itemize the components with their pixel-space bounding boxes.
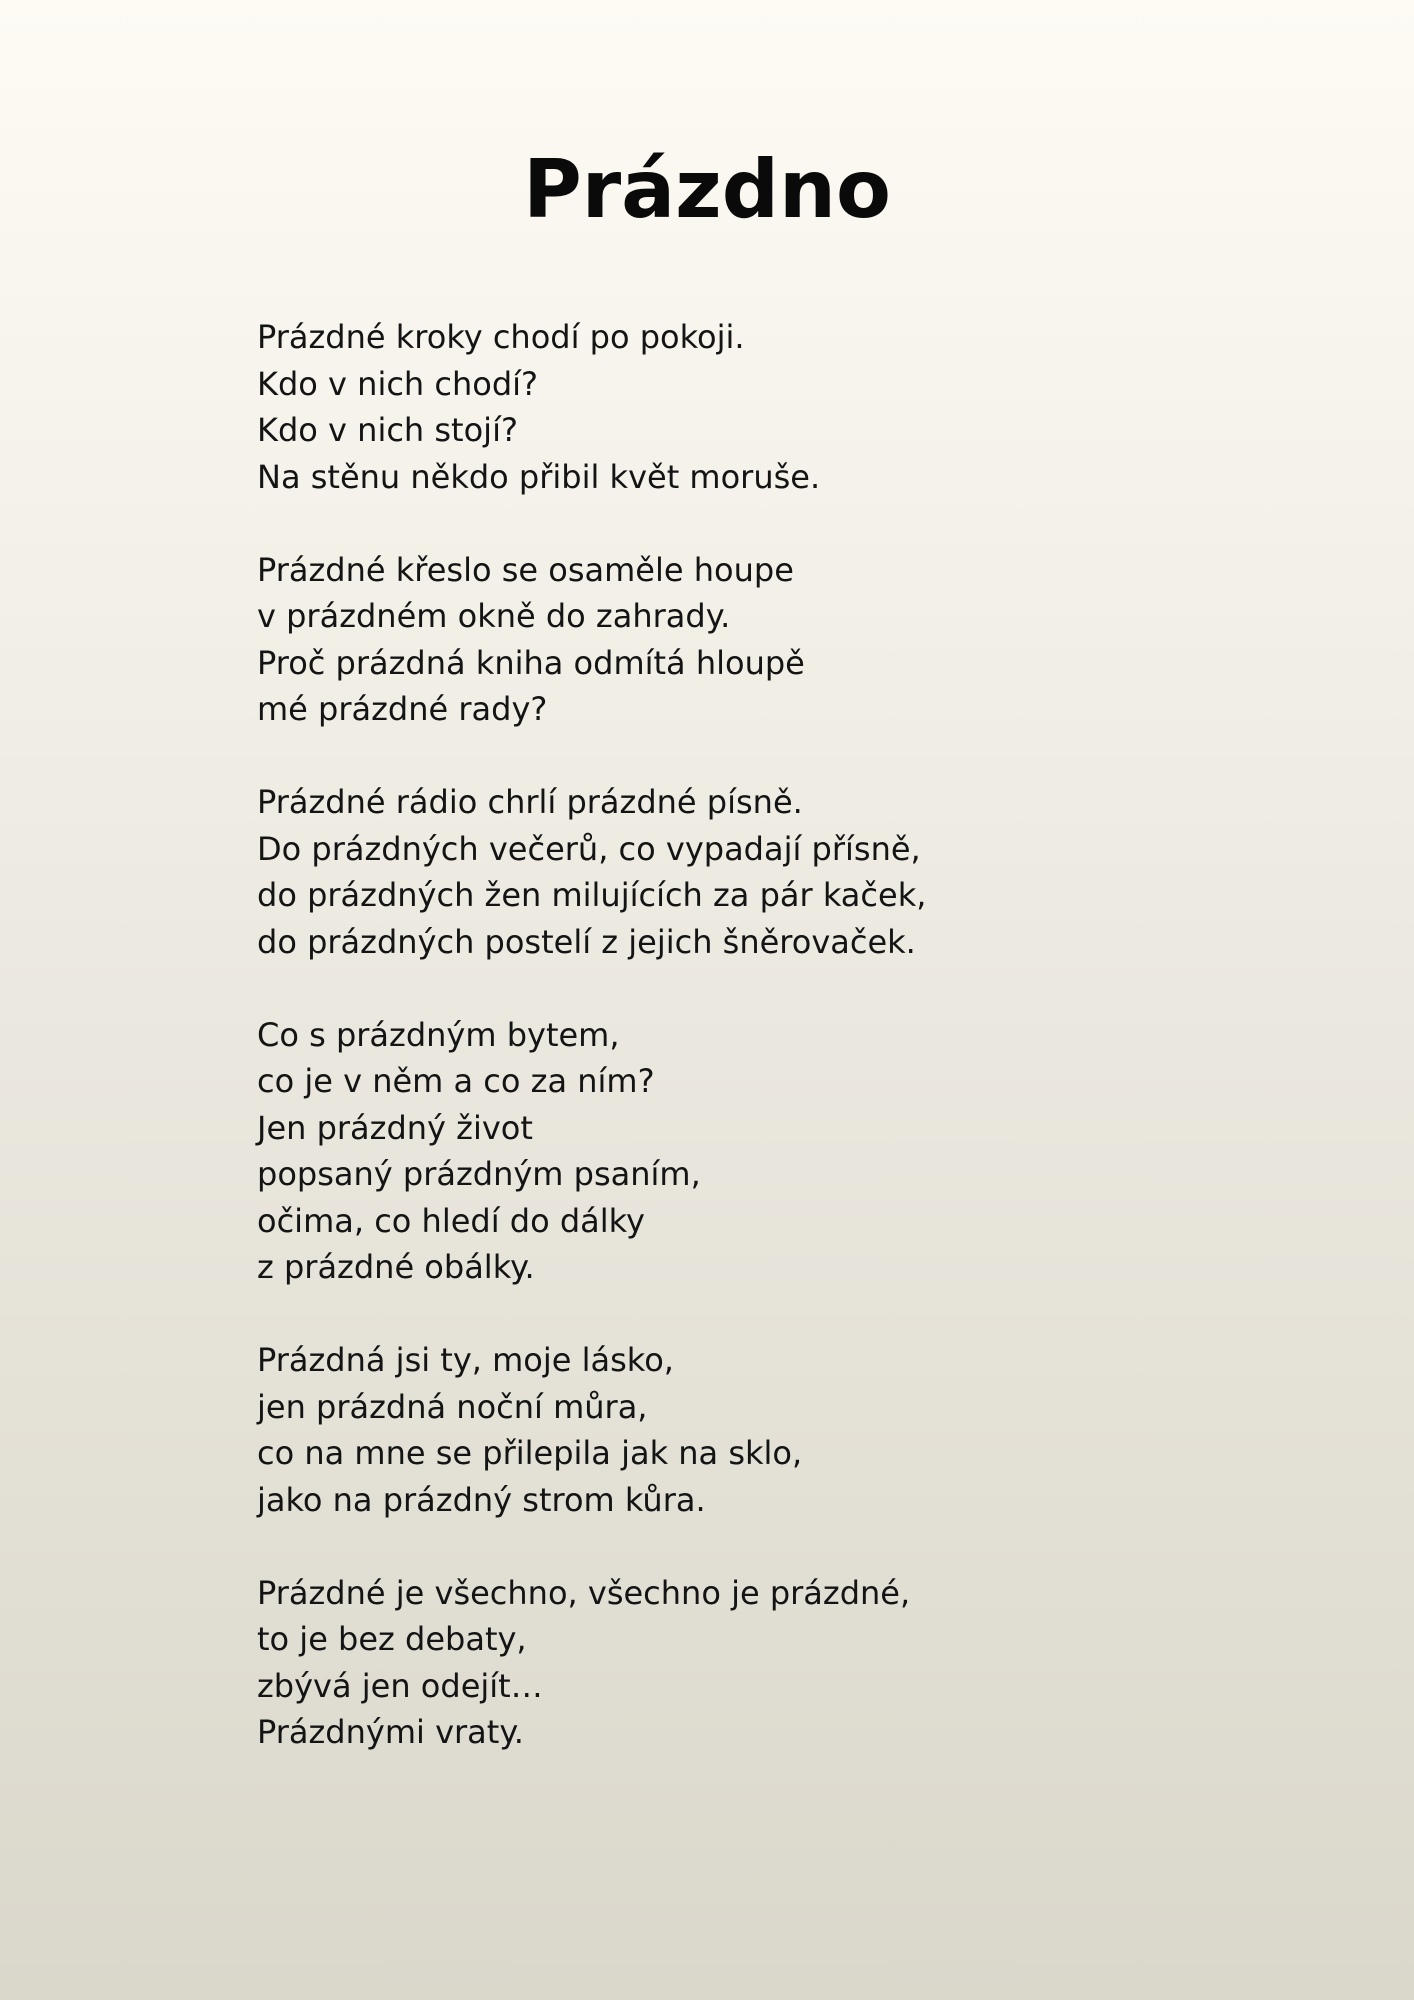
poem-line: jen prázdná noční můra, [257, 1387, 648, 1426]
poem-line: očima, co hledí do dálky [257, 1201, 645, 1240]
poem-line: jako na prázdný strom kůra. [257, 1480, 706, 1519]
poem-line: co je v něm a co za ním? [257, 1062, 655, 1100]
poem-line: to je bez debaty, [257, 1620, 527, 1658]
poem-line: Do prázdných večerů, co vypadají přísně, [257, 829, 921, 868]
poem-line: Prázdná jsi ty, moje lásko, [257, 1341, 674, 1379]
poem-line: Prázdnými vraty. [257, 1713, 524, 1751]
poem-line: do prázdných postelí z jejich šněrovaček. [257, 922, 916, 961]
poem-line: Kdo v nich chodí? [257, 364, 539, 403]
poem-line: Co s prázdným bytem, [257, 1015, 620, 1054]
stanza-6 [257, 1570, 1257, 1756]
poem-line: Jen prázdný život [257, 1108, 533, 1147]
stanza-2 [257, 547, 1257, 733]
poem-line: do prázdných žen milujících za pár kaček, [257, 876, 927, 914]
poem-line: Kdo v nich stojí? [257, 411, 518, 449]
poem-line: popsaný prázdným psaním, [257, 1155, 701, 1193]
stanza-3 [257, 779, 1257, 965]
poem-line: Prázdné rádio chrlí prázdné písně. [257, 783, 803, 821]
stanza-4 [257, 1012, 1257, 1291]
poem-line: v prázdném okně do zahrady. [257, 597, 731, 635]
poem-line: Na stěnu někdo přibil květ moruše. [257, 457, 821, 496]
poem-line: mé prázdné rady? [257, 690, 548, 728]
poem-title: Prázdno [523, 143, 891, 236]
poem-line: Prázdné kroky chodí po pokoji. [257, 318, 745, 356]
poem-line: Proč prázdná kniha odmítá hloupě [257, 643, 805, 682]
poem-line: zbývá jen odejít… [257, 1666, 543, 1705]
stanza-1 [257, 314, 1257, 500]
poem-line: z prázdné obálky. [257, 1248, 535, 1286]
poem-line: Prázdné je všechno, všechno je prázdné, [257, 1573, 911, 1612]
stanza-5 [257, 1337, 1257, 1523]
poem-line: co na mne se přilepila jak na sklo, [257, 1434, 803, 1472]
poem-line: Prázdné křeslo se osaměle houpe [257, 550, 794, 589]
poem-body [257, 314, 1257, 1802]
